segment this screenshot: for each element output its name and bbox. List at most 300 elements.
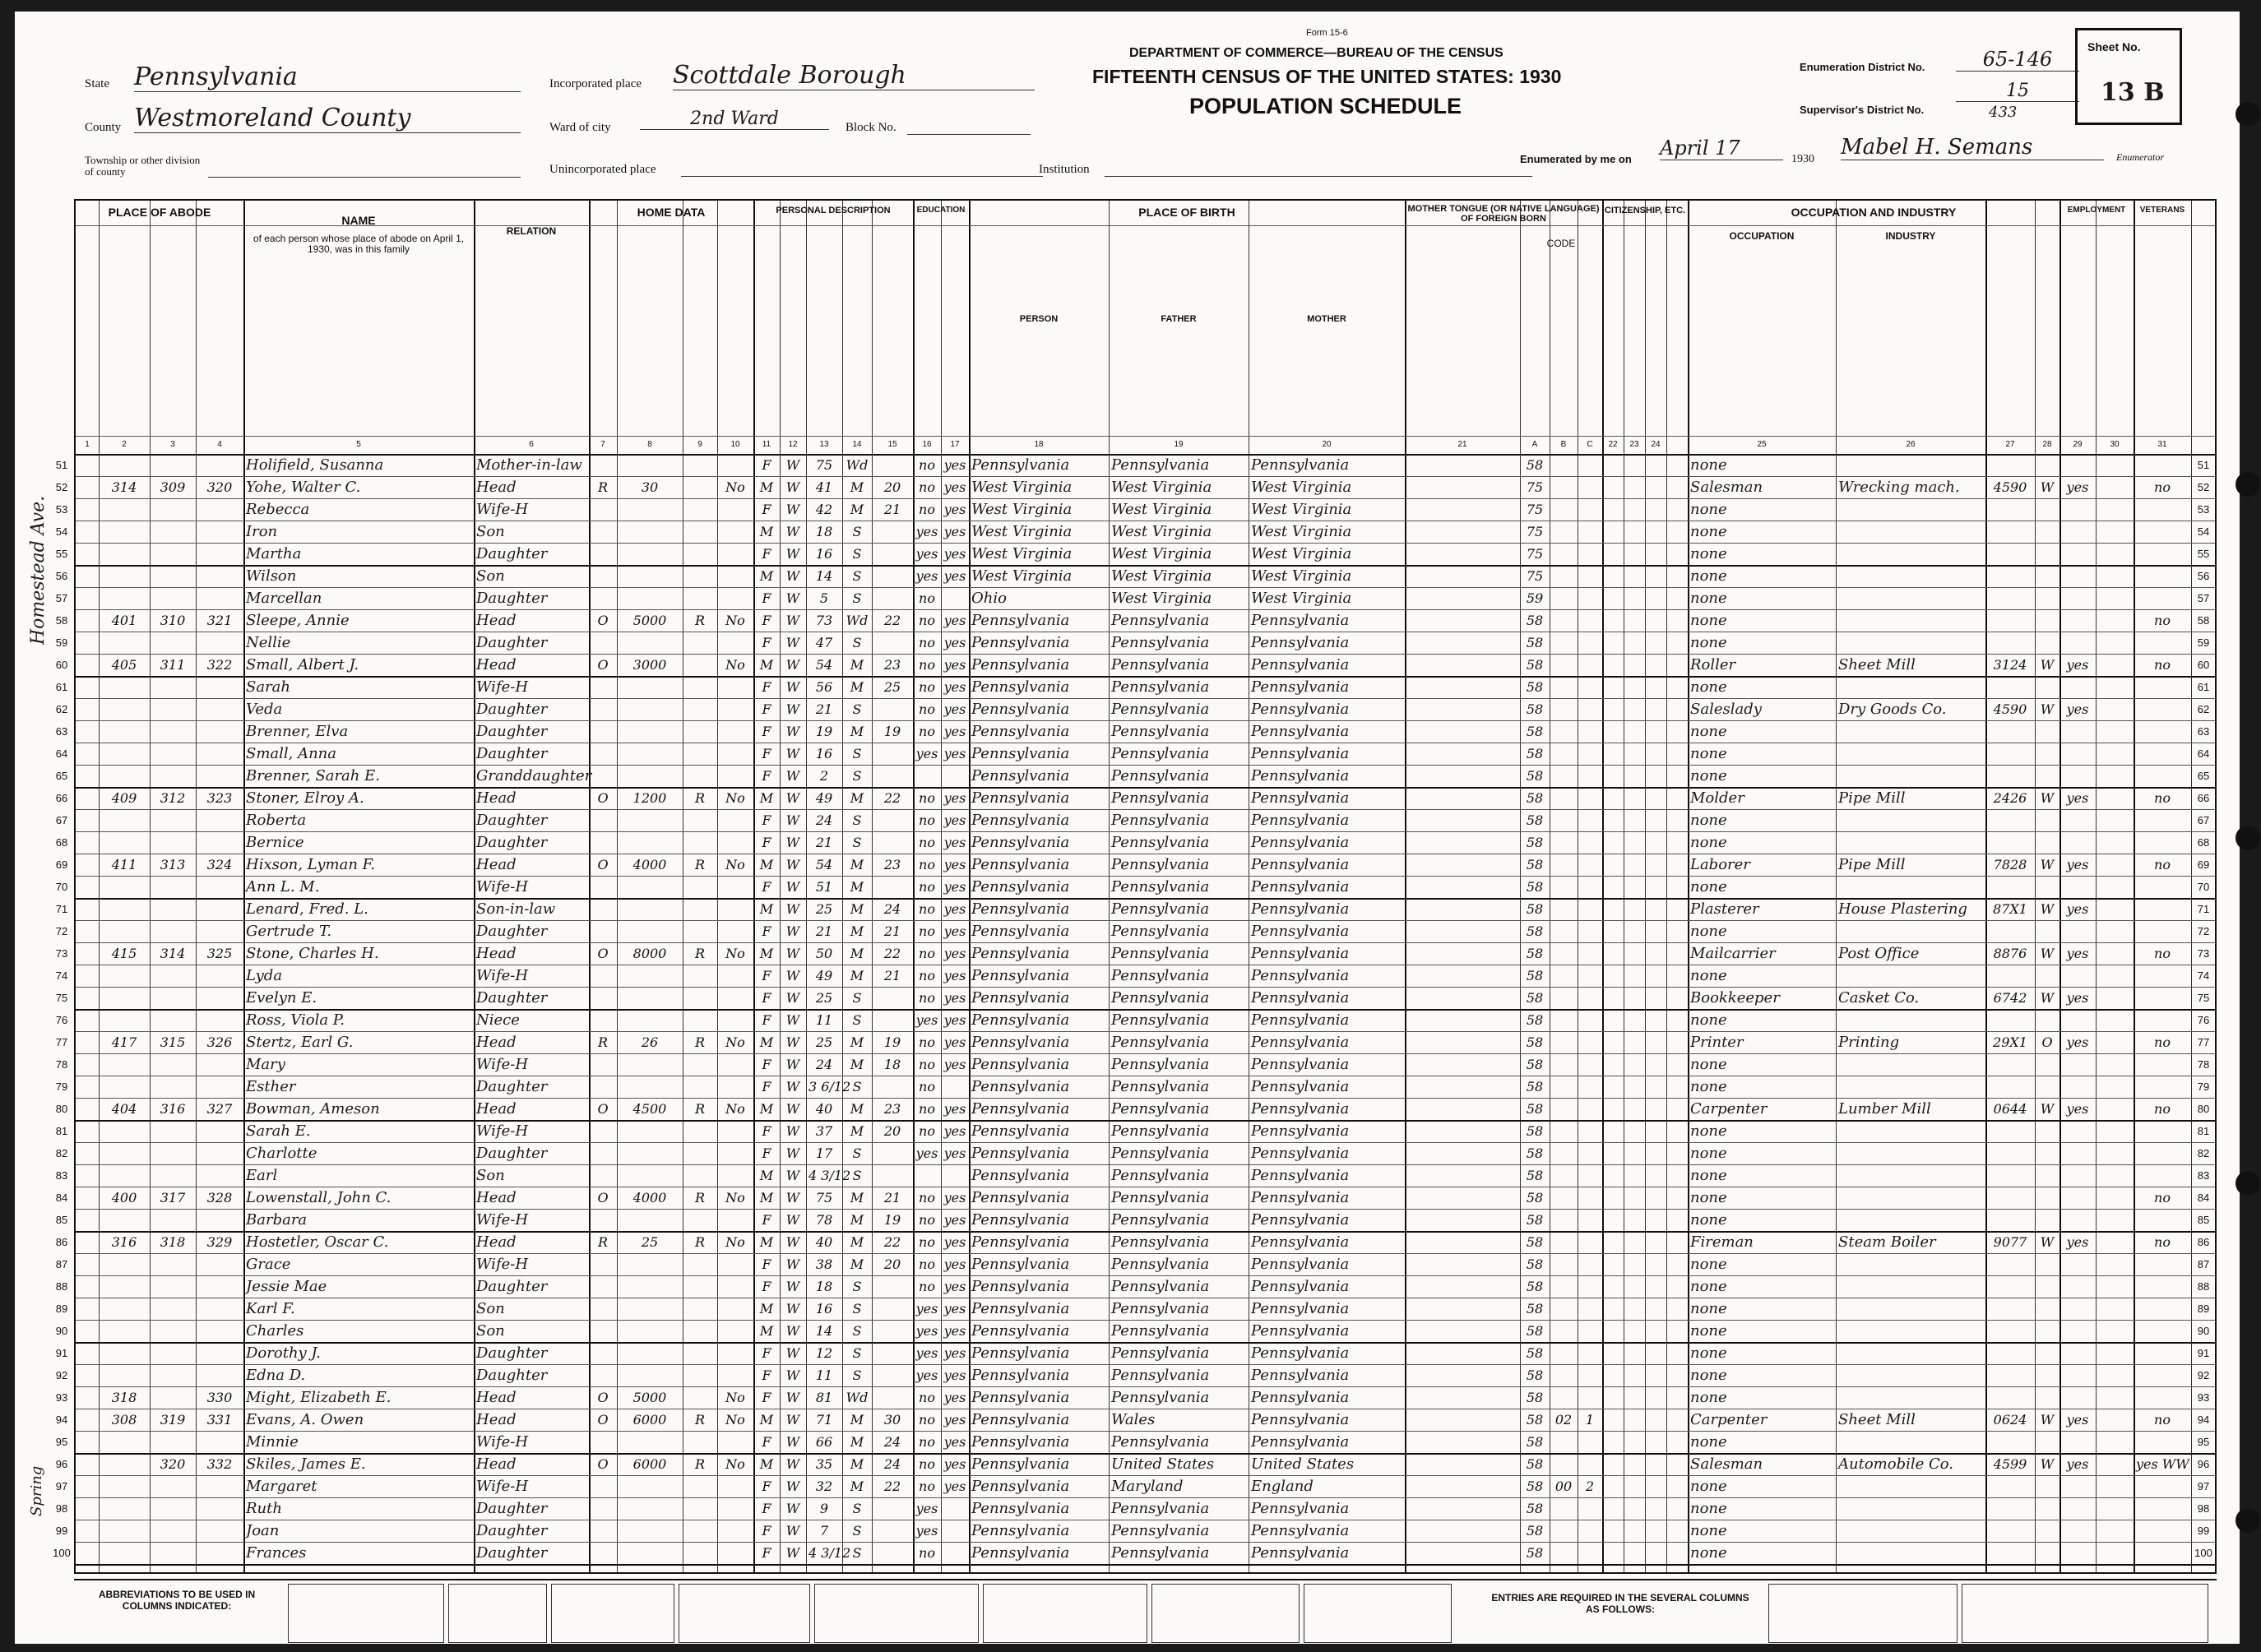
cell-mother: Pennsylvania xyxy=(1251,1433,1350,1451)
cell-age: 16 xyxy=(815,746,833,761)
cell-age-marr: 21 xyxy=(883,923,901,939)
table-row xyxy=(55,1209,2215,1231)
table-row xyxy=(55,987,2215,1009)
cell-name: Lowenstall, John C. xyxy=(246,1189,392,1206)
cell-name: Holifield, Susanna xyxy=(246,456,384,474)
line-number: 55 xyxy=(55,548,68,560)
cell-age-marr: 23 xyxy=(883,657,901,673)
cell-occupation: none xyxy=(1690,834,1727,851)
cell-school: yes xyxy=(915,568,938,584)
cell-sex: F xyxy=(762,923,771,939)
cell-occupation: none xyxy=(1690,723,1727,740)
cell-occupation: none xyxy=(1690,523,1727,540)
line-number: 71 xyxy=(55,903,68,915)
line-number-right: 57 xyxy=(2197,592,2210,604)
cell-relation: Head xyxy=(476,1034,517,1051)
cell-father: West Virginia xyxy=(1111,567,1212,585)
cell-mt: 58 xyxy=(1526,724,1544,739)
line-number: 64 xyxy=(55,747,68,760)
cell-code-b: 00 xyxy=(1554,1478,1573,1494)
cell-code: 2426 xyxy=(1993,790,2027,806)
cell-pob: Pennsylvania xyxy=(971,1455,1070,1473)
cell-work: yes xyxy=(2066,790,2089,806)
cell-tenure: O xyxy=(597,1456,609,1472)
cell-farm: No xyxy=(725,946,745,961)
cell-marital: S xyxy=(852,768,862,784)
cell-farm: No xyxy=(725,1234,745,1250)
cell-mother: Pennsylvania xyxy=(1251,1322,1350,1340)
cell-age-marr: 25 xyxy=(883,679,901,695)
table-row xyxy=(55,1231,2215,1253)
cell-race: W xyxy=(785,812,800,828)
table-row xyxy=(55,765,2215,787)
population-table xyxy=(28,199,2217,1574)
line-number-right: 99 xyxy=(2197,1525,2210,1537)
cell-mt: 59 xyxy=(1526,590,1544,606)
cell-read: yes xyxy=(943,1034,966,1050)
unincorporated-label: Unincorporated place xyxy=(549,163,656,176)
cell-father: Pennsylvania xyxy=(1111,1189,1210,1206)
cell-mother: West Virginia xyxy=(1251,479,1352,496)
cell-relation: Wife-H xyxy=(476,1433,529,1451)
cell-age: 3 6/12 xyxy=(808,1079,851,1094)
cell-marital: M xyxy=(850,1434,864,1450)
cell-relation: Daughter xyxy=(476,1145,548,1162)
cell-father: Pennsylvania xyxy=(1111,789,1210,807)
cell-mt: 58 xyxy=(1526,1478,1544,1494)
cell-age: 7 xyxy=(819,1523,829,1539)
cell-name: Evans, A. Owen xyxy=(246,1411,364,1428)
cell-industry: Wrecking mach. xyxy=(1838,479,1960,496)
cell-industry: Automobile Co. xyxy=(1838,1455,1953,1473)
cell-mt: 58 xyxy=(1526,635,1544,650)
cell-family: 330 xyxy=(206,1390,233,1405)
cell-worker: W xyxy=(2040,479,2055,495)
cell-name: Might, Elizabeth E. xyxy=(246,1389,392,1406)
line-number-right: 52 xyxy=(2197,481,2210,493)
column-number: 22 xyxy=(1608,440,1618,449)
cell-industry: Lumber Mill xyxy=(1838,1100,1931,1118)
state-label: State xyxy=(85,77,109,90)
line-number-right: 92 xyxy=(2197,1369,2210,1381)
cell-age-marr: 24 xyxy=(883,1434,901,1450)
cell-mt: 75 xyxy=(1526,568,1544,584)
cell-relation: Wife-H xyxy=(476,967,529,984)
cell-pob: Pennsylvania xyxy=(971,900,1070,918)
cell-mother: Pennsylvania xyxy=(1251,1300,1350,1317)
cell-name: Ruth xyxy=(246,1500,282,1517)
cell-industry: Dry Goods Co. xyxy=(1838,701,1947,718)
ward-label: Ward of city xyxy=(549,121,611,134)
cell-age: 38 xyxy=(815,1256,833,1272)
column-number: A xyxy=(1531,440,1538,449)
cell-mother: Pennsylvania xyxy=(1251,967,1350,984)
cell-race: W xyxy=(785,746,800,761)
cell-marital: M xyxy=(850,1478,864,1494)
cell-father: West Virginia xyxy=(1111,479,1212,496)
cell-pob: Pennsylvania xyxy=(971,1167,1070,1184)
cell-relation: Son xyxy=(476,1300,505,1317)
cell-pob: Pennsylvania xyxy=(971,1100,1070,1118)
col-place-of-birth: PLACE OF BIRTH xyxy=(1138,206,1235,219)
cell-age: 37 xyxy=(815,1123,833,1139)
cell-mother: Pennsylvania xyxy=(1251,1189,1350,1206)
cell-father: Pennsylvania xyxy=(1111,1278,1210,1295)
cell-age: 49 xyxy=(815,790,833,806)
cell-industry: Casket Co. xyxy=(1838,989,1920,1006)
cell-mt: 75 xyxy=(1526,524,1544,539)
header-rule xyxy=(76,436,2215,437)
cell-name: Roberta xyxy=(246,812,307,829)
cell-mt: 75 xyxy=(1526,546,1544,562)
cell-sex: F xyxy=(762,1523,771,1539)
cell-race: W xyxy=(785,1256,800,1272)
cell-race: W xyxy=(785,590,800,606)
line-number-right: 76 xyxy=(2197,1014,2210,1026)
cell-mother: Pennsylvania xyxy=(1251,1278,1350,1295)
cell-vet: no xyxy=(2154,1190,2171,1205)
cell-race: W xyxy=(785,857,800,872)
row-rule xyxy=(76,1564,2215,1566)
cell-mother: Pennsylvania xyxy=(1251,1344,1350,1362)
cell-race: W xyxy=(785,546,800,562)
cell-code: 29X1 xyxy=(1993,1034,2027,1050)
cell-occupation: none xyxy=(1690,1056,1727,1073)
cell-mother: Pennsylvania xyxy=(1251,656,1350,673)
cell-sex: F xyxy=(762,1123,771,1139)
cell-mt: 58 xyxy=(1526,1057,1544,1072)
incorporated-label: Incorporated place xyxy=(549,77,642,90)
cell-sex: M xyxy=(759,901,774,917)
column-number: 7 xyxy=(600,440,605,449)
cell-pob: Pennsylvania xyxy=(971,1344,1070,1362)
census-sheet xyxy=(15,12,2240,1644)
cell-school: no xyxy=(919,502,935,517)
cell-name: Dorothy J. xyxy=(246,1344,321,1362)
column-number: 19 xyxy=(1174,440,1184,449)
cell-name: Gertrude T. xyxy=(246,923,332,940)
column-number: 31 xyxy=(2157,440,2167,449)
cell-sex: F xyxy=(762,1390,771,1405)
cell-school: yes xyxy=(915,1523,938,1539)
cell-mother: Pennsylvania xyxy=(1251,1100,1350,1118)
cell-radio: R xyxy=(694,613,706,628)
cell-relation: Wife-H xyxy=(476,678,529,696)
line-number-right: 78 xyxy=(2197,1058,2210,1071)
cell-age-marr: 20 xyxy=(883,1256,901,1272)
cell-sex: M xyxy=(759,1412,774,1428)
cell-school: no xyxy=(919,1434,935,1450)
cell-farm: No xyxy=(725,1034,745,1050)
cell-age-marr: 23 xyxy=(883,1101,901,1117)
line-number: 98 xyxy=(55,1502,68,1515)
cell-race: W xyxy=(785,1145,800,1161)
cell-race: W xyxy=(785,1412,800,1428)
cell-pob: Pennsylvania xyxy=(971,878,1070,895)
punch-hole xyxy=(2236,1508,2260,1533)
table-row xyxy=(55,1409,2215,1431)
table-row xyxy=(55,454,2215,476)
cell-name: Ann L. M. xyxy=(246,878,320,895)
line-number-right: 96 xyxy=(2197,1458,2210,1470)
cell-house: 405 xyxy=(111,657,137,673)
cell-dwelling: 311 xyxy=(160,657,186,673)
cell-mother: Pennsylvania xyxy=(1251,1078,1350,1095)
cell-work: yes xyxy=(2066,1234,2089,1250)
cell-mt: 58 xyxy=(1526,990,1544,1006)
line-number-right: 64 xyxy=(2197,747,2210,760)
cell-radio: R xyxy=(694,946,706,961)
cell-marital: S xyxy=(852,990,862,1006)
line-number-right: 83 xyxy=(2197,1169,2210,1182)
table-row xyxy=(55,942,2215,965)
cell-marital: S xyxy=(852,701,862,717)
line-number-right: 94 xyxy=(2197,1414,2210,1426)
cell-race: W xyxy=(785,1345,800,1361)
cell-tenure: O xyxy=(597,657,609,673)
cell-tenure: R xyxy=(597,479,609,495)
cell-mother: Pennsylvania xyxy=(1251,1411,1350,1428)
cell-sex: F xyxy=(762,457,771,473)
cell-pob: Pennsylvania xyxy=(971,1211,1070,1229)
column-number: 25 xyxy=(1757,440,1767,449)
cell-father: Pennsylvania xyxy=(1111,1500,1210,1517)
cell-name: Karl F. xyxy=(246,1300,295,1317)
cell-tenure: R xyxy=(597,1034,609,1050)
cell-marital: M xyxy=(850,1190,864,1205)
cell-worker: W xyxy=(2040,901,2055,917)
cell-pob: West Virginia xyxy=(971,501,1073,518)
table-row xyxy=(55,654,2215,676)
cell-occupation: Printer xyxy=(1690,1034,1744,1051)
table-row xyxy=(55,1009,2215,1031)
cell-age: 16 xyxy=(815,546,833,562)
cell-occupation: none xyxy=(1690,1189,1727,1206)
cell-occupation: none xyxy=(1690,767,1727,784)
cell-mt: 58 xyxy=(1526,1412,1544,1428)
line-number-right: 60 xyxy=(2197,659,2210,671)
cell-age: 16 xyxy=(815,1301,833,1317)
cell-father: Pennsylvania xyxy=(1111,1389,1210,1406)
cell-worker: W xyxy=(2040,657,2055,673)
enumerated-date: April 17 xyxy=(1660,137,1783,160)
table-row xyxy=(53,1542,2215,1564)
cell-age-marr: 18 xyxy=(883,1057,901,1072)
cell-vet: no xyxy=(2154,946,2171,961)
line-number: 52 xyxy=(55,481,68,493)
cell-sex: F xyxy=(762,1345,771,1361)
cell-age: 21 xyxy=(815,701,833,717)
cell-father: Pennsylvania xyxy=(1111,456,1210,474)
table-row xyxy=(55,1275,2215,1298)
column-number: 24 xyxy=(1651,440,1661,449)
cell-farm: No xyxy=(725,479,745,495)
cell-school: no xyxy=(919,1478,935,1494)
cell-relation: Daughter xyxy=(476,923,548,940)
cell-race: W xyxy=(785,457,800,473)
line-number-right: 86 xyxy=(2197,1236,2210,1248)
cell-code-c: 1 xyxy=(1585,1412,1595,1428)
cell-age: 2 xyxy=(819,768,829,784)
table-row xyxy=(55,1386,2215,1409)
cell-school: no xyxy=(919,879,935,895)
cell-school: yes xyxy=(915,1323,938,1339)
cell-age: 9 xyxy=(819,1501,829,1516)
cell-father: Pennsylvania xyxy=(1111,1233,1210,1251)
cell-age: 21 xyxy=(815,923,833,939)
cell-name: Joan xyxy=(246,1522,280,1539)
cell-father: Pennsylvania xyxy=(1111,612,1210,629)
cell-race: W xyxy=(785,568,800,584)
cell-read: yes xyxy=(943,1456,966,1472)
cell-read: yes xyxy=(943,1145,966,1161)
cell-sex: M xyxy=(759,568,774,584)
cell-school: no xyxy=(919,1256,935,1272)
table-row xyxy=(55,698,2215,720)
cell-age-marr: 21 xyxy=(883,502,901,517)
cell-marital: M xyxy=(850,1034,864,1050)
cell-age: 25 xyxy=(815,901,833,917)
line-number: 85 xyxy=(55,1214,68,1226)
cell-age: 18 xyxy=(815,524,833,539)
cell-school: yes xyxy=(915,1367,938,1383)
cell-occupation: none xyxy=(1690,612,1727,629)
cell-work: yes xyxy=(2066,657,2089,673)
cell-father: Pennsylvania xyxy=(1111,745,1210,762)
cell-pob: Pennsylvania xyxy=(971,1544,1070,1562)
cell-school: no xyxy=(919,790,935,806)
cell-school: yes xyxy=(915,1501,938,1516)
cell-age: 71 xyxy=(815,1412,833,1428)
cell-school: no xyxy=(919,724,935,739)
line-number-right: 81 xyxy=(2197,1125,2210,1137)
cell-mt: 58 xyxy=(1526,835,1544,850)
col-veterans: VETERANS xyxy=(2139,206,2185,215)
cell-relation: Wife-H xyxy=(476,501,529,518)
cell-marital: M xyxy=(850,679,864,695)
cell-relation: Son xyxy=(476,1322,505,1340)
cell-age: 49 xyxy=(815,968,833,983)
cell-relation: Daughter xyxy=(476,1500,548,1517)
cell-sex: M xyxy=(759,524,774,539)
cell-relation: Wife-H xyxy=(476,1211,529,1229)
cell-pob: Pennsylvania xyxy=(971,767,1070,784)
cell-mt: 58 xyxy=(1526,1501,1544,1516)
cell-family: 323 xyxy=(206,790,233,806)
cell-mt: 58 xyxy=(1526,746,1544,761)
cell-sex: F xyxy=(762,968,771,983)
cell-industry: Printing xyxy=(1838,1034,1900,1051)
line-number-right: 91 xyxy=(2197,1347,2210,1359)
table-row xyxy=(55,1098,2215,1120)
cell-work: yes xyxy=(2066,701,2089,717)
column-number: 5 xyxy=(356,440,361,449)
cell-sex: F xyxy=(762,1434,771,1450)
line-number-right: 93 xyxy=(2197,1391,2210,1404)
cell-read: yes xyxy=(943,857,966,872)
cell-school: no xyxy=(919,1190,935,1205)
cell-age: 40 xyxy=(815,1234,833,1250)
cell-radio: R xyxy=(694,790,706,806)
cell-school: yes xyxy=(915,1145,938,1161)
cell-father: Pennsylvania xyxy=(1111,1167,1210,1184)
cell-pob: Pennsylvania xyxy=(971,456,1070,474)
cell-father: Pennsylvania xyxy=(1111,1367,1210,1384)
cell-race: W xyxy=(785,1057,800,1072)
cell-father: West Virginia xyxy=(1111,545,1212,562)
cell-industry: House Plastering xyxy=(1838,900,1967,918)
cell-relation: Daughter xyxy=(476,1522,548,1539)
cell-father: West Virginia xyxy=(1111,590,1212,607)
cell-sex: F xyxy=(762,1057,771,1072)
cell-read: yes xyxy=(943,968,966,983)
table-row xyxy=(55,854,2215,876)
cell-age: 75 xyxy=(815,1190,833,1205)
cell-school: yes xyxy=(915,1345,938,1361)
line-number-right: 56 xyxy=(2197,570,2210,582)
cell-race: W xyxy=(785,879,800,895)
cell-marital: M xyxy=(850,879,864,895)
cell-occupation: none xyxy=(1690,1544,1727,1562)
cell-relation: Mother-in-law xyxy=(476,456,582,474)
cell-industry: Post Office xyxy=(1838,945,1920,962)
line-number: 100 xyxy=(53,1547,71,1559)
line-number-right: 55 xyxy=(2197,548,2210,560)
line-number: 68 xyxy=(55,836,68,849)
cell-vet: no xyxy=(2154,479,2171,495)
cell-school: yes xyxy=(915,1301,938,1317)
line-number-right: 82 xyxy=(2197,1147,2210,1159)
column-number: 20 xyxy=(1322,440,1332,449)
cell-mother: West Virginia xyxy=(1251,567,1352,585)
table-row xyxy=(55,831,2215,854)
cell-school: no xyxy=(919,590,935,606)
cell-mt: 58 xyxy=(1526,768,1544,784)
cell-name: Martha xyxy=(246,545,302,562)
cell-relation: Daughter xyxy=(476,545,548,562)
line-number: 88 xyxy=(55,1280,68,1293)
cell-pob: Pennsylvania xyxy=(971,945,1070,962)
cell-dwelling: 316 xyxy=(160,1101,186,1117)
cell-school: no xyxy=(919,1390,935,1405)
cell-relation: Son xyxy=(476,1167,505,1184)
cell-read: yes xyxy=(943,1212,966,1228)
cell-age: 11 xyxy=(815,1012,833,1028)
institution-label: Institution xyxy=(1039,163,1090,176)
line-number-right: 98 xyxy=(2197,1502,2210,1515)
cell-mother: Pennsylvania xyxy=(1251,900,1350,918)
cell-race: W xyxy=(785,946,800,961)
line-number-right: 68 xyxy=(2197,836,2210,849)
cell-pob: Pennsylvania xyxy=(971,1011,1070,1029)
cell-worker: W xyxy=(2040,1101,2055,1117)
cell-work: yes xyxy=(2066,857,2089,872)
table-row xyxy=(55,1320,2215,1342)
cell-pob: Pennsylvania xyxy=(971,701,1070,718)
cell-family: 325 xyxy=(206,946,233,961)
cell-read: yes xyxy=(943,1256,966,1272)
cell-occupation: none xyxy=(1690,1078,1727,1095)
cell-name: Grace xyxy=(246,1256,291,1273)
line-number: 75 xyxy=(55,992,68,1004)
cell-school: no xyxy=(919,635,935,650)
cell-sex: M xyxy=(759,790,774,806)
cell-name: Brenner, Elva xyxy=(246,723,349,740)
table-row xyxy=(55,1142,2215,1164)
cell-family: 324 xyxy=(206,857,233,872)
cell-school: no xyxy=(919,1545,935,1561)
cell-house: 404 xyxy=(111,1101,137,1117)
